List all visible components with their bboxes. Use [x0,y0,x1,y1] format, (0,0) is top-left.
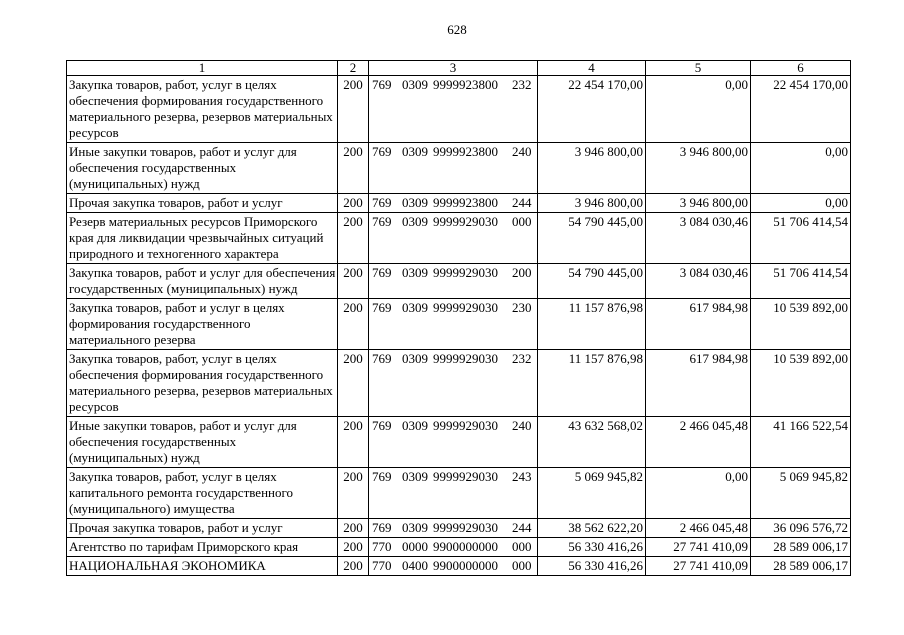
page-number: 628 [447,22,467,37]
target-item-code: 9999929030 [433,214,498,229]
section-code: 0309 [402,520,428,535]
amount-cell-4: 56 330 416,26 [538,557,646,576]
target-item-code: 9999929030 [433,469,498,484]
line-code-cell: 200 [338,143,369,194]
classification-code-cell [369,519,538,538]
amount-cell-4: 43 632 568,02 [538,417,646,468]
target-item-code: 9900000000 [433,539,498,554]
amount-cell-6: 0,00 [751,194,851,213]
description-cell: Агентство по тарифам Приморского края [67,538,338,557]
line-code-cell: 200 [338,299,369,350]
column-header-2: 2 [338,61,369,76]
target-item-code: 9999929030 [433,520,498,535]
table-row [67,76,851,143]
description-cell: Закупка товаров, работ, услуг в целях обеспечения формирования государственного материального резерва, резервов материальных ресурсов [67,350,338,417]
ministry-code: 769 [372,214,392,229]
table-row [67,299,851,350]
section-code: 0309 [402,351,428,366]
amount-cell-6: 22 454 170,00 [751,76,851,143]
line-code-cell: 200 [338,557,369,576]
line-code-cell: 200 [338,213,369,264]
table-row [67,194,851,213]
expense-type-code: 243 [512,469,532,484]
amount-cell-4: 54 790 445,00 [538,264,646,299]
classification-code-cell [369,213,538,264]
amount-cell-6: 0,00 [751,143,851,194]
amount-cell-6: 5 069 945,82 [751,468,851,519]
section-code: 0309 [402,214,428,229]
expense-type-code: 244 [512,195,532,210]
column-header-3: 3 [369,61,538,76]
amount-cell-5: 27 741 410,09 [646,557,751,576]
expense-type-code: 240 [512,144,532,159]
expense-type-code: 200 [512,265,532,280]
line-code-cell: 200 [338,264,369,299]
description-cell: НАЦИОНАЛЬНАЯ ЭКОНОМИКА [67,557,338,576]
amount-cell-6: 28 589 006,17 [751,538,851,557]
amount-cell-5: 0,00 [646,468,751,519]
ministry-code: 769 [372,265,392,280]
table-row [67,519,851,538]
amount-cell-6: 51 706 414,54 [751,213,851,264]
table-row [67,557,851,576]
expense-type-code: 000 [512,539,532,554]
target-item-code: 9999929030 [433,300,498,315]
amount-cell-5: 3 084 030,46 [646,264,751,299]
classification-code-cell [369,538,538,557]
amount-cell-5: 2 466 045,48 [646,417,751,468]
description-cell: Резерв материальных ресурсов Приморского края для ликвидации чрезвычайных ситуаций природного и техногенного характера [67,213,338,264]
description-cell: Закупка товаров, работ и услуг для обеспечения государственных (муниципальных) нужд [67,264,338,299]
classification-code-cell [369,194,538,213]
ministry-code: 769 [372,300,392,315]
expense-type-code: 232 [512,351,532,366]
ministry-code: 770 [372,558,392,573]
section-code: 0400 [402,558,428,573]
ministry-code: 769 [372,77,392,92]
ministry-code: 769 [372,520,392,535]
amount-cell-6: 10 539 892,00 [751,350,851,417]
classification-code-cell [369,76,538,143]
budget-table [66,60,851,576]
amount-cell-5: 27 741 410,09 [646,538,751,557]
amount-cell-4: 3 946 800,00 [538,194,646,213]
target-item-code: 9999929030 [433,351,498,366]
amount-cell-5: 3 946 800,00 [646,194,751,213]
amount-cell-4: 56 330 416,26 [538,538,646,557]
ministry-code: 769 [372,351,392,366]
amount-cell-4: 38 562 622,20 [538,519,646,538]
ministry-code: 770 [372,539,392,554]
section-code: 0309 [402,418,428,433]
description-cell: Закупка товаров, работ, услуг в целях обеспечения формирования государственного материального резерва, резервов материальных ресурсов [67,76,338,143]
expense-type-code: 230 [512,300,532,315]
target-item-code: 9999923800 [433,144,498,159]
table-row [67,264,851,299]
classification-code-cell [369,350,538,417]
line-code-cell: 200 [338,76,369,143]
amount-cell-5: 0,00 [646,76,751,143]
section-code: 0309 [402,77,428,92]
target-item-code: 9999923800 [433,195,498,210]
description-cell: Прочая закупка товаров, работ и услуг [67,194,338,213]
ministry-code: 769 [372,195,392,210]
table-row [67,468,851,519]
amount-cell-5: 2 466 045,48 [646,519,751,538]
expense-type-code: 000 [512,214,532,229]
line-code-cell: 200 [338,194,369,213]
ministry-code: 769 [372,144,392,159]
column-header-4: 4 [538,61,646,76]
classification-code-cell [369,557,538,576]
section-code: 0309 [402,265,428,280]
line-code-cell: 200 [338,350,369,417]
amount-cell-6: 10 539 892,00 [751,299,851,350]
expense-type-code: 244 [512,520,532,535]
table-row [67,350,851,417]
description-cell: Иные закупки товаров, работ и услуг для обеспечения государственных (муниципальных) нужд [67,417,338,468]
table-body [67,76,851,576]
table-row [67,417,851,468]
amount-cell-4: 5 069 945,82 [538,468,646,519]
amount-cell-5: 617 984,98 [646,350,751,417]
expense-type-code: 232 [512,77,532,92]
target-item-code: 9999923800 [433,77,498,92]
classification-code-cell [369,299,538,350]
line-code-cell: 200 [338,468,369,519]
amount-cell-4: 3 946 800,00 [538,143,646,194]
amount-cell-5: 3 084 030,46 [646,213,751,264]
section-code: 0000 [402,539,428,554]
amount-cell-4: 11 157 876,98 [538,299,646,350]
table-row [67,538,851,557]
table-header-row [67,61,851,76]
amount-cell-5: 617 984,98 [646,299,751,350]
description-cell: Закупка товаров, работ и услуг в целях формирования государственного материального резерва [67,299,338,350]
target-item-code: 9900000000 [433,558,498,573]
amount-cell-4: 54 790 445,00 [538,213,646,264]
table-row [67,143,851,194]
section-code: 0309 [402,144,428,159]
column-header-1: 1 [67,61,338,76]
section-code: 0309 [402,300,428,315]
description-cell: Закупка товаров, работ, услуг в целях капитального ремонта государственного (муниципального) имущества [67,468,338,519]
amount-cell-6: 28 589 006,17 [751,557,851,576]
description-cell: Прочая закупка товаров, работ и услуг [67,519,338,538]
ministry-code: 769 [372,418,392,433]
classification-code-cell [369,417,538,468]
classification-code-cell [369,468,538,519]
amount-cell-6: 51 706 414,54 [751,264,851,299]
column-header-6: 6 [751,61,851,76]
table-row [67,213,851,264]
ministry-code: 769 [372,469,392,484]
column-header-5: 5 [646,61,751,76]
amount-cell-6: 36 096 576,72 [751,519,851,538]
line-code-cell: 200 [338,519,369,538]
target-item-code: 9999929030 [433,418,498,433]
expense-type-code: 240 [512,418,532,433]
line-code-cell: 200 [338,538,369,557]
classification-code-cell [369,264,538,299]
target-item-code: 9999929030 [433,265,498,280]
expense-type-code: 000 [512,558,532,573]
description-cell: Иные закупки товаров, работ и услуг для обеспечения государственных (муниципальных) нужд [67,143,338,194]
section-code: 0309 [402,195,428,210]
section-code: 0309 [402,469,428,484]
amount-cell-4: 11 157 876,98 [538,350,646,417]
amount-cell-4: 22 454 170,00 [538,76,646,143]
line-code-cell: 200 [338,417,369,468]
amount-cell-5: 3 946 800,00 [646,143,751,194]
amount-cell-6: 41 166 522,54 [751,417,851,468]
classification-code-cell [369,143,538,194]
